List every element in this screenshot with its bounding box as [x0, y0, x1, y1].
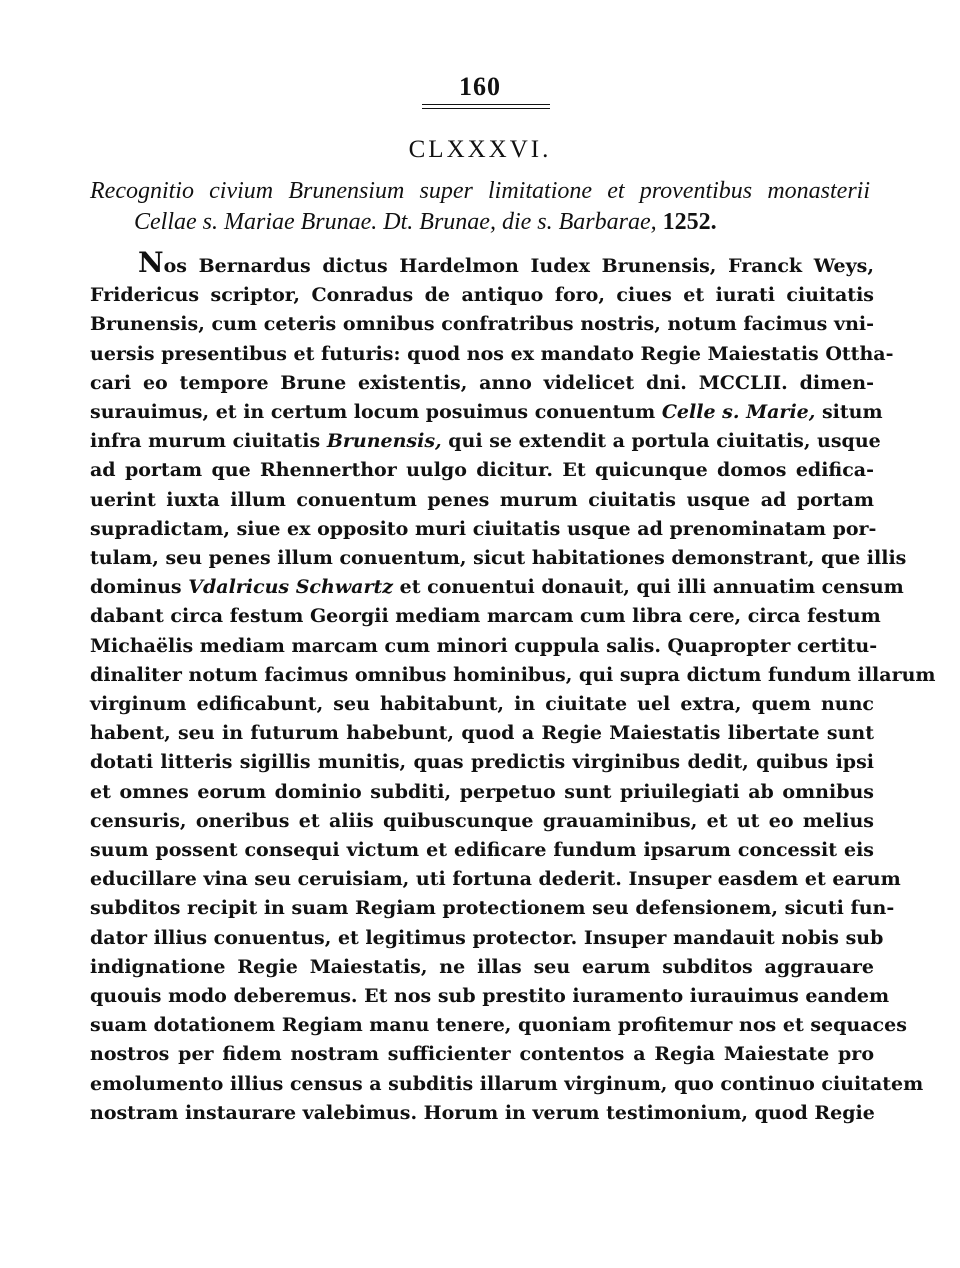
header-rule-bottom — [422, 108, 550, 109]
place-name-brunensis: Brunensis, — [326, 430, 442, 453]
text-line-14: Michaëlis mediam marcam cum minori cuppula salis. Quapropter certitu- — [90, 634, 878, 657]
text-line-3: Brunensis, cum ceteris omnibus confratribus nostris, notum facimus vni- — [90, 313, 874, 336]
document-number: CLXXXVI. — [408, 136, 552, 163]
text-line-5: cari eo tempore Brune existentis, anno videlicet dni. MCCLII. dimen- — [90, 371, 874, 394]
text-line-6-c: situm — [815, 401, 883, 424]
title-line-2 — [90, 207, 870, 238]
text-line-7 — [90, 427, 881, 456]
text-line-21: suum possent consequi victum et edificare fundum ipsarum concessit eis — [90, 839, 874, 862]
text-line-17: habent, seu in futurum habebunt, quod a Regie Maiestatis libertate sunt — [90, 722, 874, 745]
text-line-24: dator illius conuentus, et legitimus protector. Insuper mandauit nobis sub — [90, 926, 884, 949]
text-line-11: tulam, seu penes illum conuentum, sicut habitationes demonstrant, que illis — [90, 547, 907, 570]
text-line-23: subditos recipit in suam Regiam protectionem seu defensionem, sicuti fun- — [90, 897, 895, 920]
text-line-28: nostros per fidem nostram sufficienter contentos a Regia Maiestate pro — [90, 1043, 874, 1066]
text-line-20: censuris, oneribus et aliis quibuscunque grauaminibus, et ut eo melius — [90, 809, 874, 832]
text-line-19: et omnes eorum dominio subditi, perpetuo sunt priuilegiati ab omnibus — [90, 780, 874, 803]
text-line-12-c: et conuentui donauit, qui illi annuatim censum — [393, 576, 904, 599]
text-line-4: uersis presentibus et futuris: quod nos ex mandato Regie Maiestatis Ottha- — [90, 342, 894, 365]
text-line-25: indignatione Regie Maiestatis, ne illas seu earum subditos aggrauare — [90, 955, 874, 978]
title-year: 1252. — [662, 209, 717, 235]
text-line-29: emolumento illius census a subditis illarum virginum, quo continuo ciuitatem — [90, 1072, 924, 1095]
text-line-1 — [90, 246, 874, 281]
page-number: 160 — [459, 72, 501, 101]
text-line-6-a: surauimus, et in certum locum posuimus conuentum — [90, 401, 662, 424]
place-name-celle: Celle s. Marie, — [661, 401, 816, 424]
person-name-schwartz: Vdalricus Schwartz — [188, 576, 394, 599]
text-line-12-a: dominus — [90, 576, 189, 599]
text-line-16: virginum edificabunt, seu habitabunt, in ciuitate uel extra, quem nunc — [90, 693, 874, 716]
text-line-18: dotati litteris sigillis munitis, quas predictis virginibus dedit, quibus ipsi — [90, 751, 874, 774]
text-line-30: nostram instaurare valebimus. Horum in verum testimonium, quod Regie — [90, 1101, 875, 1124]
text-line-1-rest: os Bernardus dictus Hardelmon Iudex Brunensis, Franck Weys, — [163, 255, 874, 277]
text-line-2: Fridericus scriptor, Conradus de antiquo foro, ciues et iurati ciuitatis — [90, 284, 874, 307]
text-line-13: dabant circa festum Georgii mediam marcam cum libra cere, circa festum — [90, 605, 881, 628]
text-line-27: suam dotationem Regiam manu tenere, quoniam profitemur nos et sequaces — [90, 1014, 907, 1037]
text-line-9: uerint iuxta illum conuentum penes murum ciuitatis usque ad portam — [90, 488, 874, 511]
text-line-10: supradictam, siue ex opposito muri ciuitatis usque ad prenominatam por- — [90, 517, 877, 540]
text-line-22: educillare vina seu ceruisiam, uti fortuna dederit. Insuper easdem et earum — [90, 868, 901, 891]
text-line-26: quouis modo deberemus. Et nos sub prestito iuramento iurauimus eandem — [90, 985, 890, 1008]
text-line-12 — [90, 573, 904, 602]
charter-text — [90, 246, 936, 1128]
title-line-1: Recognitio civium Brunensium super limitatione et proventibus monasterii — [90, 178, 870, 204]
title-line-2-text: Cellae s. Mariae Brunae. Dt. Brunae, die s. Barbarae, — [134, 209, 663, 235]
text-line-7-a: infra murum ciuitatis — [90, 430, 327, 453]
text-line-8: ad portam que Rhennerthor uulgo dicitur. Et quicunque domos edifica- — [90, 459, 874, 482]
document-title — [90, 176, 870, 238]
initial-letter: N — [138, 246, 164, 279]
text-line-15: dinaliter notum facimus omnibus hominibus, qui supra dictum fundum illarum — [90, 663, 936, 686]
header-rule-top — [422, 104, 550, 105]
text-line-6 — [90, 398, 883, 427]
text-line-7-c: qui se extendit a portula ciuitatis, usque — [441, 430, 881, 453]
